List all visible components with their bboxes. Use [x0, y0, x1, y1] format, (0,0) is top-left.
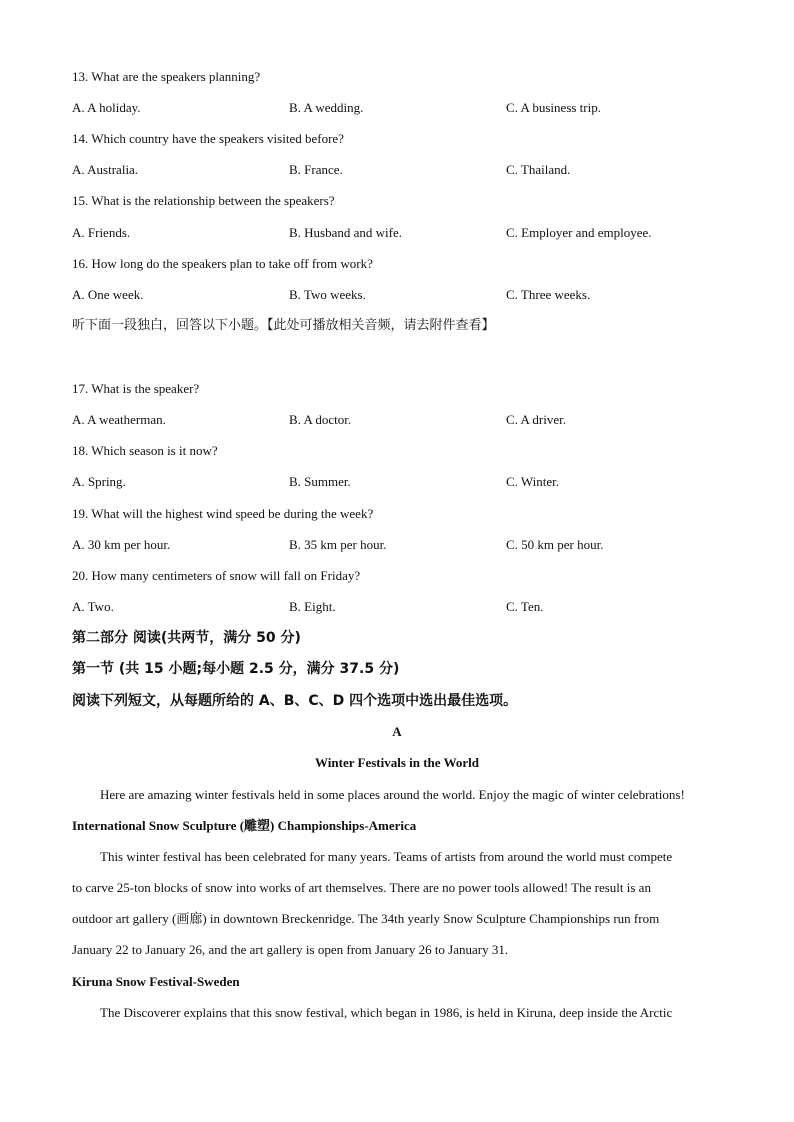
festival2-line-1: The Discoverer explains that this snow festival, which began in 1986, is held in Kiruna, deep inside the Arctic — [100, 1005, 673, 1020]
q18-option-b: B. Summer. — [289, 474, 351, 489]
q20-option-b: B. Eight. — [289, 599, 336, 614]
festival1-line-1: This winter festival has been celebrated for many years. Teams of artists from around the world must compete — [100, 849, 673, 864]
q16-option-c: C. Three weeks. — [506, 287, 591, 302]
q19-option-b: B. 35 km per hour. — [289, 537, 387, 552]
part2-title: 第二部分 阅读(共两节，满分 50 分) — [72, 630, 301, 646]
question-15: 15. What is the relationship between the speakers? — [72, 193, 335, 208]
passage-letter: A — [392, 724, 402, 739]
section1-title: 第一节 (共 15 小题;每小题 2.5 分，满分 37.5 分) — [72, 661, 400, 677]
passage-title: Winter Festivals in the World — [315, 755, 479, 770]
festival1-line-3: outdoor art gallery (画廊) in downtown Breckenridge. The 34th yearly Snow Sculpture Championships run from — [72, 911, 660, 926]
question-17: 17. What is the speaker? — [72, 381, 200, 396]
question-20: 20. How many centimeters of snow will fall on Friday? — [72, 568, 361, 583]
festival1-heading: International Snow Sculpture (雕塑) Championships-America — [72, 818, 417, 833]
monologue-instruction: 听下面一段独白，回答以下小题。【此处可播放相关音频，请去附件查看】 — [72, 318, 495, 333]
q19-option-a: A. 30 km per hour. — [72, 537, 171, 552]
q15-option-a: A. Friends. — [72, 225, 131, 240]
q17-option-c: C. A driver. — [506, 412, 566, 427]
q13-option-a: A. A holiday. — [72, 100, 141, 115]
q15-option-b: B. Husband and wife. — [289, 225, 403, 240]
q13-option-b: B. A wedding. — [289, 100, 364, 115]
question-16: 16. How long do the speakers plan to take off from work? — [72, 256, 373, 271]
q14-option-c: C. Thailand. — [506, 162, 571, 177]
festival1-line-2: to carve 25-ton blocks of snow into works of art themselves. There are no power tools allowed! The result is an — [72, 880, 651, 895]
q18-option-a: A. Spring. — [72, 474, 126, 489]
question-14: 14. Which country have the speakers visited before? — [72, 131, 344, 146]
question-18: 18. Which season is it now? — [72, 443, 218, 458]
q20-option-c: C. Ten. — [506, 599, 544, 614]
question-19: 19. What will the highest wind speed be during the week? — [72, 506, 374, 521]
q19-option-c: C. 50 km per hour. — [506, 537, 604, 552]
q14-option-a: A. Australia. — [72, 162, 139, 177]
q15-option-c: C. Employer and employee. — [506, 225, 652, 240]
q16-option-b: B. Two weeks. — [289, 287, 366, 302]
q18-option-c: C. Winter. — [506, 474, 560, 489]
q20-option-a: A. Two. — [72, 599, 114, 614]
question-13: 13. What are the speakers planning? — [72, 69, 261, 84]
q14-option-b: B. France. — [289, 162, 343, 177]
q17-option-a: A. A weatherman. — [72, 412, 166, 427]
festival1-line-4: January 22 to January 26, and the art gallery is open from January 26 to January 31. — [72, 942, 509, 957]
passage-intro: Here are amazing winter festivals held in some places around the world. Enjoy the magic of winter celebrations! — [100, 787, 685, 802]
reading-instruction: 阅读下列短文，从每题所给的 A、B、C、D 四个选项中选出最佳选项。 — [72, 693, 518, 709]
festival2-heading: Kiruna Snow Festival-Sweden — [72, 974, 240, 989]
q13-option-c: C. A business trip. — [506, 100, 601, 115]
q16-option-a: A. One week. — [72, 287, 144, 302]
q17-option-b: B. A doctor. — [289, 412, 352, 427]
